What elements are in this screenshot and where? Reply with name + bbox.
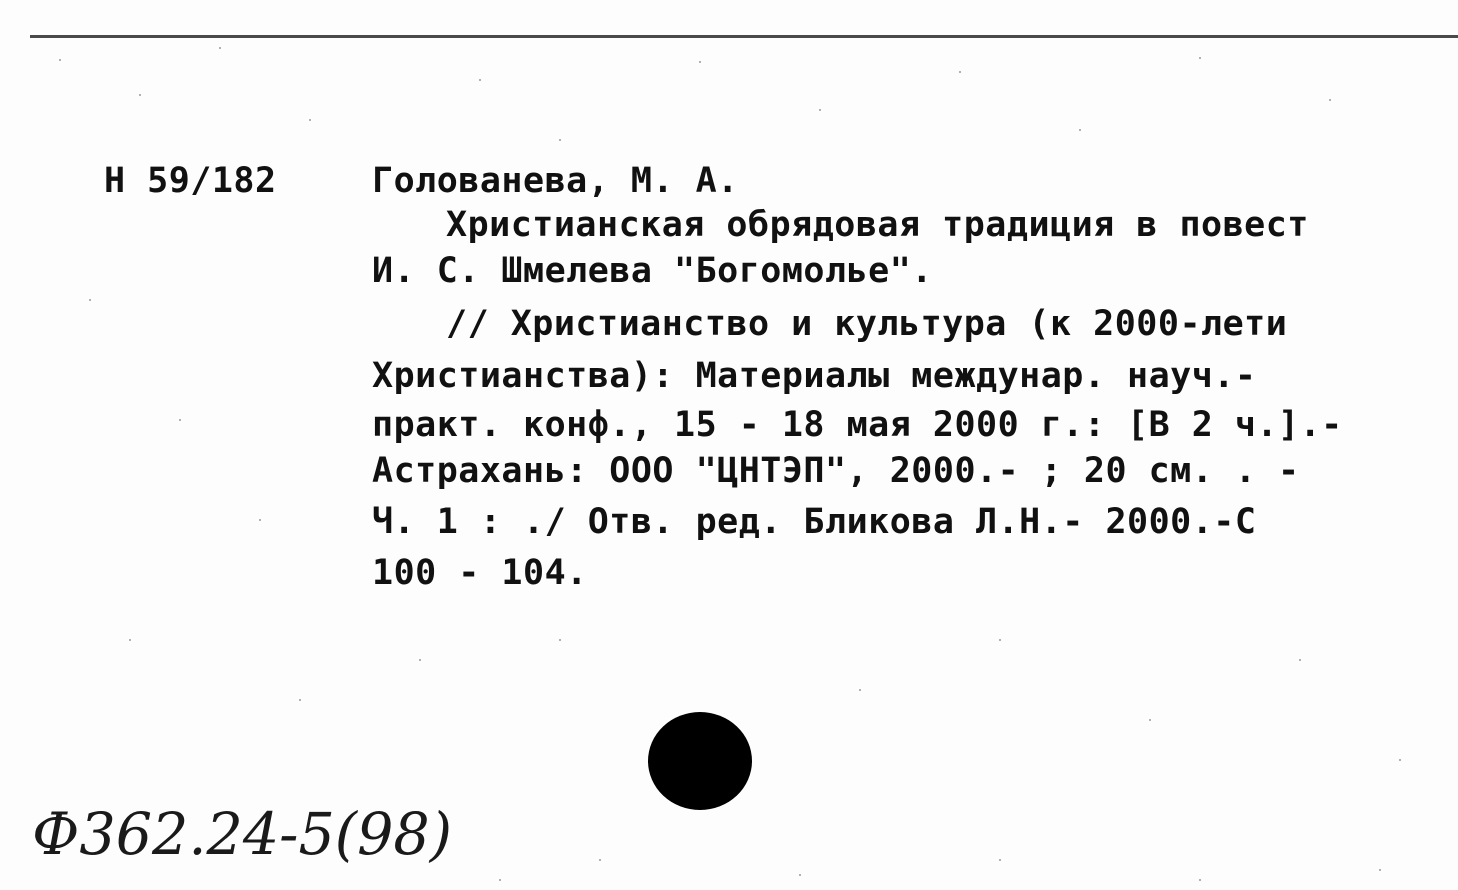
punch-hole: [648, 712, 752, 810]
handwritten-code-text: Ф362.24-5(98): [32, 800, 452, 868]
imprint-line: Астрахань: ООО "ЦНТЭП", 2000.- ; 20 см. . -: [372, 451, 1300, 491]
source-line-3: практ. конф., 15 - 18 мая 2000 г.: [В 2 ч.].-: [372, 405, 1343, 445]
handwritten-classification: [28, 792, 458, 872]
part-line: Ч. 1 : ./ Отв. ред. Бликова Л.Н.- 2000.-С: [372, 502, 1257, 542]
author-line: Голованева, М. А.: [372, 161, 739, 201]
source-line-1: // Христианство и культура (к 2000-лети: [446, 304, 1288, 344]
title-line-2: И. С. Шмелева "Богомолье".: [372, 251, 933, 291]
title-line-1: Христианская обрядовая традиция в повест: [446, 205, 1309, 245]
pages-line: 100 - 104.: [372, 553, 588, 593]
shelfmark: Н 59/182: [104, 161, 277, 201]
top-rule: [30, 35, 1458, 38]
source-line-2: Христианства): Материалы междунар. науч.-: [372, 356, 1257, 396]
